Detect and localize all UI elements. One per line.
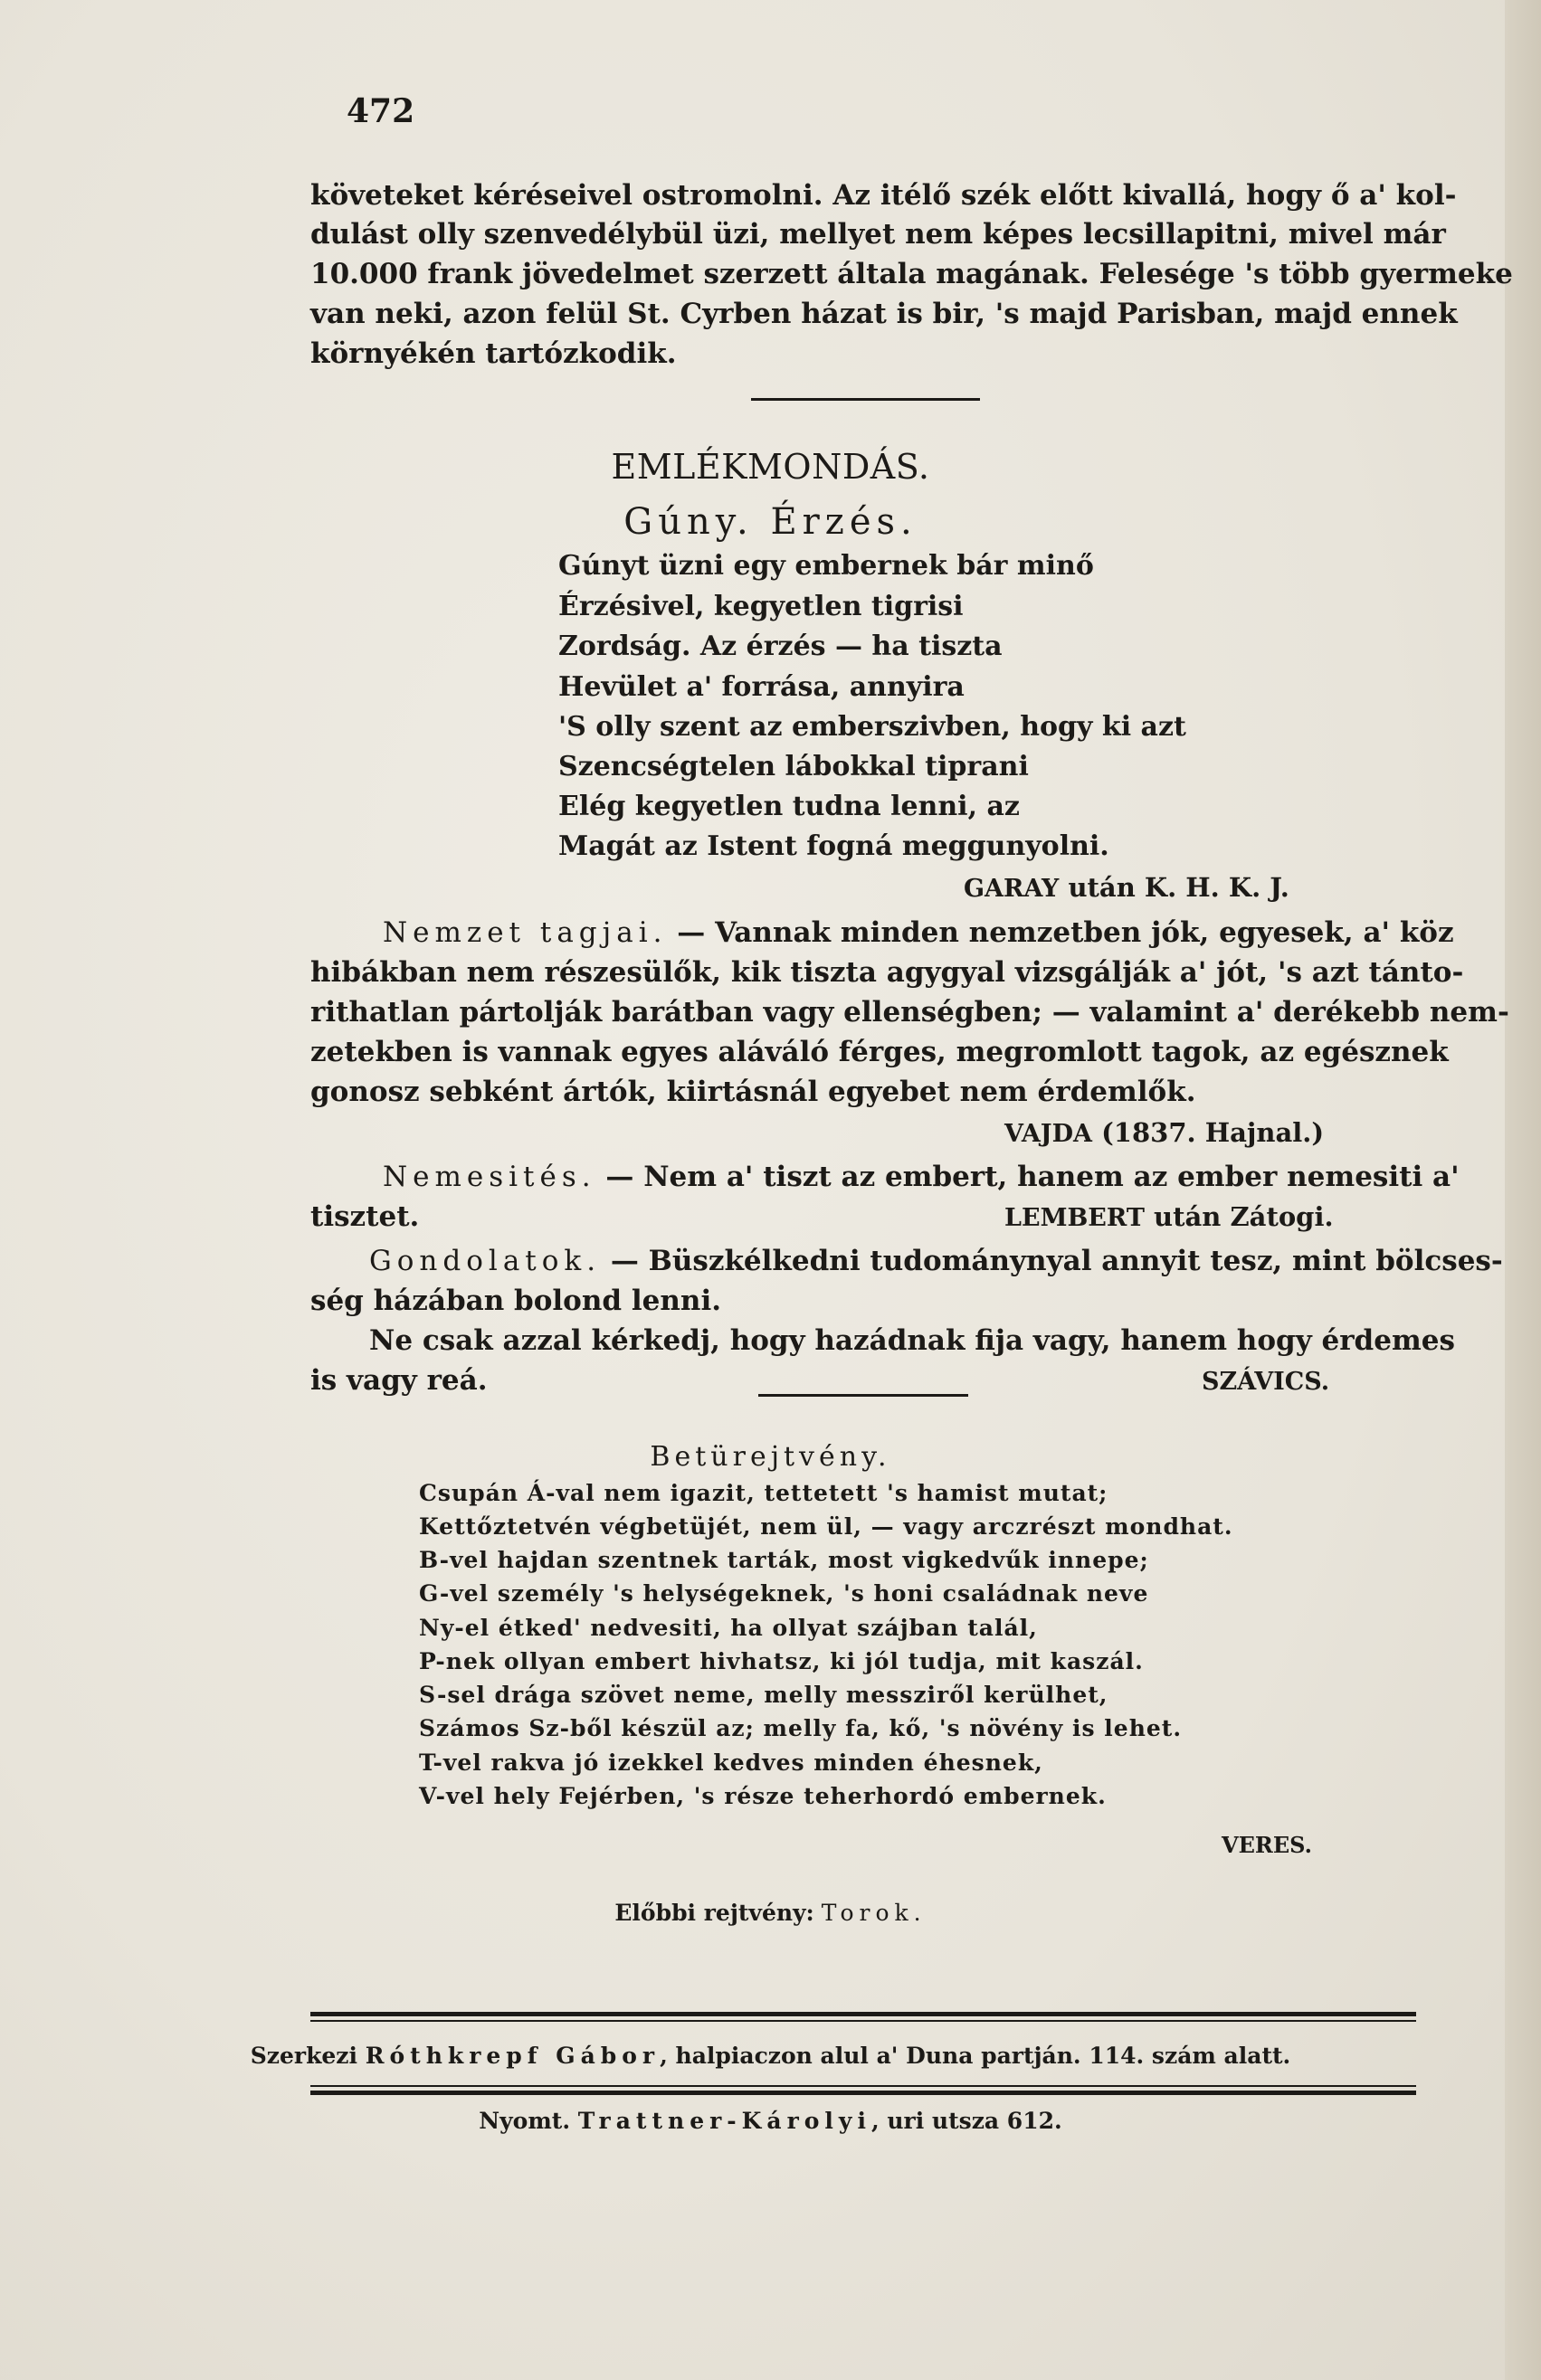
editor-label: Szerkezi bbox=[250, 2043, 357, 2069]
footer-rule-bottom bbox=[310, 2091, 1416, 2095]
riddle-line: Csupán Á-val nem igazit, tettetett 's hamist mutat; bbox=[419, 1480, 1108, 1506]
editor-address: , halpiaczon alul a' Duna partján. 114. szám alatt. bbox=[660, 2043, 1291, 2069]
poem-line: Elég kegyetlen tudna lenni, az bbox=[558, 791, 1020, 822]
gondolatok-line: Ne csak azzal kérkedj, hogy hazádnak fija vagy, hanem hogy érdemes bbox=[369, 1324, 1455, 1357]
riddle-line: Kettőztetvén végbetüjét, nem ül, — vagy arczrészt mondhat. bbox=[419, 1513, 1233, 1540]
footer-rule-bottom-thin bbox=[310, 2085, 1416, 2087]
previous-riddle-label: Előbbi rejtvény: bbox=[614, 1900, 814, 1926]
intro-line: 10.000 frank jövedelmet szerzett általa magának. Felesége 's több gyermeke bbox=[310, 258, 1513, 290]
riddle-line: P-nek ollyan embert hivhatsz, ki jól tudja, mit kaszál. bbox=[419, 1648, 1144, 1674]
nemesites-attribution bbox=[1004, 1201, 1334, 1232]
nemesites-first-line bbox=[383, 1161, 1460, 1193]
intro-line: dulást olly szenvedélybül üzi, mellyet nem képes lecsillapitni, mivel már bbox=[310, 218, 1446, 251]
nemzet-first-line bbox=[383, 916, 1454, 949]
riddle-line: T-vel rakva jó izekkel kedves minden éhesnek, bbox=[419, 1749, 1043, 1776]
nemzet-attribution bbox=[1004, 1117, 1324, 1148]
printer-address: , uri utsza 612. bbox=[870, 2108, 1062, 2134]
nemesites-line: tisztet. bbox=[310, 1200, 420, 1233]
intro-line: van neki, azon felül St. Cyrben házat is bir, 's majd Parisban, majd ennek bbox=[310, 298, 1458, 330]
nemzet-line: hibákban nem részesülők, kik tiszta agygyal vizsgálják a' jót, 's azt tánto- bbox=[310, 956, 1464, 989]
gondolatok-first-line bbox=[369, 1245, 1503, 1277]
printer-line bbox=[0, 2108, 1541, 2134]
previous-riddle-answer: Torok. bbox=[821, 1900, 927, 1926]
footer-rule-top-thin bbox=[310, 2020, 1416, 2022]
riddle-attribution bbox=[1222, 1832, 1312, 1858]
poem-source: után K. H. K. J. bbox=[1068, 872, 1289, 903]
previous-riddle bbox=[0, 1900, 1541, 1926]
poem-line: Magát az Istent fogná meggunyolni. bbox=[558, 830, 1109, 862]
editor-name: Róthkrepf Gábor bbox=[365, 2043, 661, 2069]
poem-title: Gúny. Érzés. bbox=[623, 501, 918, 543]
printer-label: Nyomt. bbox=[479, 2108, 571, 2134]
poem-line: 'S olly szent az emberszivben, hogy ki azt bbox=[558, 711, 1186, 743]
riddle-line: Ny-el étked' nedvesiti, ha ollyat szájban talál, bbox=[419, 1615, 1038, 1641]
poem-line: Gúnyt üzni egy embernek bár minő bbox=[558, 550, 1094, 582]
poem-line: Hevület a' forrása, annyira bbox=[558, 671, 965, 703]
riddle-line: S-sel drága szövet neme, melly messziről kerülhet, bbox=[419, 1682, 1108, 1708]
riddle-line: B-vel hajdan szentnek tarták, most vigkedvűk innepe; bbox=[419, 1547, 1149, 1573]
gondolatok-line: is vagy reá. bbox=[310, 1364, 488, 1397]
gondolatok-author: SZÁVICS. bbox=[1202, 1368, 1330, 1396]
riddle-line: V-vel hely Fejérben, 's része teherhordó embernek. bbox=[419, 1783, 1107, 1809]
poem-author: GARAY bbox=[964, 875, 1060, 903]
nemesites-text: — Nem a' tiszt az embert, hanem az ember nemesiti a' bbox=[595, 1161, 1460, 1193]
intro-line: környékén tartózkodik. bbox=[310, 337, 677, 370]
editor-line bbox=[0, 2043, 1541, 2069]
poem-line: Zordság. Az érzés — ha tiszta bbox=[558, 631, 1003, 662]
poem-attribution bbox=[964, 872, 1289, 903]
nemzet-line: gonosz sebként ártók, kiirtásnál egyebet nem érdemlők. bbox=[310, 1076, 1196, 1108]
gondolatok-heading: Gondolatok. bbox=[369, 1245, 602, 1277]
printer-name: Trattner-Károlyi bbox=[577, 2108, 871, 2134]
gondolatok-attribution bbox=[1202, 1365, 1329, 1396]
poem-line: Érzésivel, kegyetlen tigrisi bbox=[558, 591, 964, 622]
riddle-author: VERES. bbox=[1222, 1832, 1312, 1858]
page-edge-shadow bbox=[1505, 0, 1541, 2380]
riddle-line: Számos Sz-ből készül az; melly fa, kő, 's növény is lehet. bbox=[419, 1715, 1183, 1741]
section-divider bbox=[751, 398, 980, 401]
intro-line: követeket kéréseivel ostromolni. Az itélő szék előtt kivallá, hogy ő a' kol- bbox=[310, 179, 1457, 212]
nemesites-source: után Zátogi. bbox=[1154, 1201, 1334, 1232]
section-title: EMLÉKMONDÁS. bbox=[611, 447, 930, 487]
page-number: 472 bbox=[347, 92, 415, 130]
nemzet-source: (1837. Hajnal.) bbox=[1101, 1117, 1325, 1148]
nemesites-heading: Nemesités. bbox=[383, 1161, 596, 1193]
nemzet-author: VAJDA bbox=[1004, 1120, 1092, 1148]
footer-rule-top bbox=[310, 2012, 1416, 2016]
nemzet-heading: Nemzet tagjai. bbox=[383, 916, 668, 949]
nemesites-author: LEMBERT bbox=[1004, 1204, 1145, 1232]
riddle-title: Betürejtvény. bbox=[650, 1441, 891, 1473]
gondolatok-line: ség házában bolond lenni. bbox=[310, 1285, 722, 1317]
nemzet-line: rithatlan pártolják barátban vagy ellenségben; — valamint a' derékebb nem- bbox=[310, 996, 1509, 1029]
nemzet-line: zetekben is vannak egyes aláváló férges, megromlott tagok, az egésznek bbox=[310, 1036, 1449, 1068]
riddle-line: G-vel személy 's helységeknek, 's honi családnak neve bbox=[419, 1580, 1149, 1607]
gondolatok-text: — Büszkélkedni tudománynyal annyit tesz, mint bölcses- bbox=[601, 1245, 1503, 1277]
section-divider bbox=[758, 1394, 968, 1397]
poem-line: Szencségtelen lábokkal tiprani bbox=[558, 751, 1029, 782]
nemzet-text: — Vannak minden nemzetben jók, egyesek, a' köz bbox=[667, 916, 1454, 949]
